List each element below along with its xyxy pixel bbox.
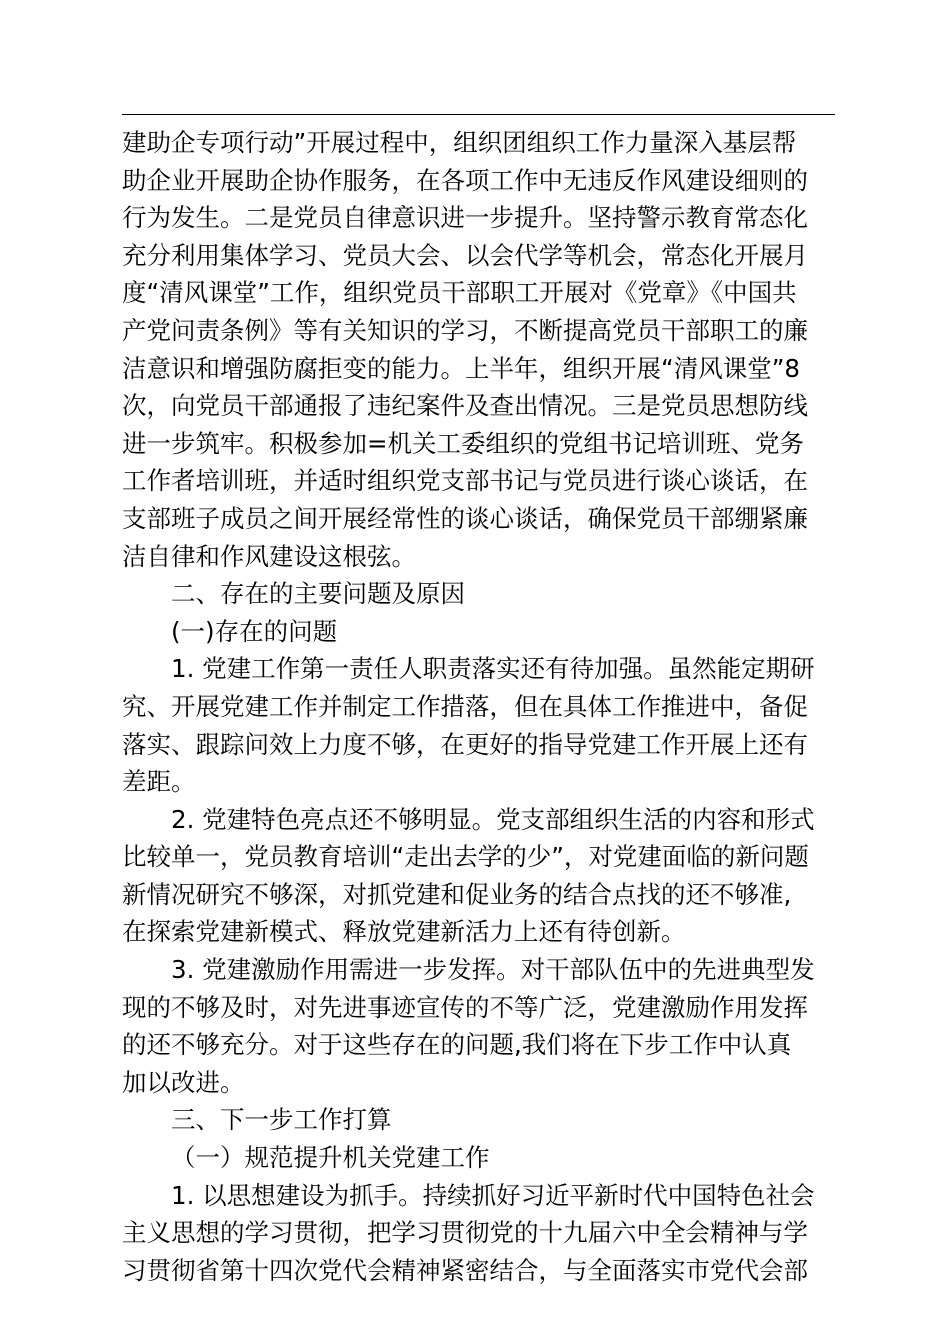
text-line: 建助企专项行动”开展过程中，组织团组织工作力量深入基层帮: [122, 128, 797, 157]
text-line: 习贯彻省第十四次党代会精神紧密结合，与全面落实市党代会部: [122, 1255, 808, 1285]
text-line: 现的不够及时，对先进事迹宣传的不等广泛，党建激励作用发挥: [122, 992, 808, 1022]
text-line: 差距。: [122, 767, 196, 797]
text-line: （一）规范提升机关党建工作: [171, 1143, 490, 1173]
text-line: 加以改进。: [122, 1067, 245, 1097]
text-line: 在探索党建新模式、释放党建新活力上还有待创新。: [122, 917, 686, 947]
text-line: 洁意识和增强防腐拒变的能力。上半年，组织开展“清风课堂”8: [122, 353, 800, 383]
text-line: 主义思想的学习贯彻，把学习贯彻党的十九届六中全会精神与学: [122, 1218, 808, 1248]
text-line: 落实、跟踪问效上力度不够，在更好的指导党建工作开展上还有: [122, 729, 808, 759]
text-line: 1. 以思想建设为抓手。持续抓好习近平新时代中国特色社会: [171, 1180, 815, 1210]
header-rule: [122, 114, 835, 115]
text-line: 2. 党建特色亮点还不够明显。党支部组织生活的内容和形式: [171, 804, 815, 834]
text-line: 工作者培训班，并适时组织党支部书记与党员进行谈心谈话，在: [122, 466, 808, 496]
text-line: 洁自律和作风建设这根弦。: [122, 541, 416, 571]
text-line: 三、下一步工作打算: [171, 1105, 392, 1135]
text-line: 次，向党员干部通报了违纪案件及查出情况。三是党员思想防线: [122, 391, 808, 421]
text-line: 二、存在的主要问题及原因: [171, 579, 465, 609]
text-line: 助企业开展助企协作服务，在各项工作中无违反作风建设细则的: [122, 165, 808, 195]
text-line: 比较单一，党员教育培训“走出去学的少”，对党建面临的新问题: [122, 842, 809, 872]
text-line: 的还不够充分。对于这些存在的问题,我们将在下步工作中认真: [122, 1030, 792, 1060]
document-body: [122, 124, 835, 1289]
text-line: 充分利用集体学习、党员大会、以会代学等机会，常态化开展月: [122, 240, 808, 270]
text-line: 3. 党建激励作用需进一步发挥。对干部队伍中的先进典型发: [171, 955, 815, 985]
text-line: 新情况研究不够深，对抓党建和促业务的结合点找的还不够准,: [122, 879, 792, 909]
text-line: (一)存在的问题: [171, 616, 338, 646]
text-line: 度“清风课堂”工作，组织党员干部职工开展对《党章》《中国共: [122, 278, 797, 308]
text-line: 产党问责条例》等有关知识的学习，不断提高党员干部职工的廉: [122, 315, 808, 345]
text-line: 行为发生。二是党员自律意识进一步提升。坚持警示教育常态化: [122, 203, 808, 233]
text-line: 1. 党建工作第一责任人职责落实还有待加强。虽然能定期研: [171, 654, 815, 684]
text-line: 究、开展党建工作并制定工作措落，但在具体工作推进中，备促: [122, 691, 808, 721]
text-line: 支部班子成员之间开展经常性的谈心谈话，确保党员干部绷紧廉: [122, 503, 808, 533]
text-line: 进一步筑牢。积极参加=机关工委组织的党组书记培训班、党务: [122, 428, 805, 458]
